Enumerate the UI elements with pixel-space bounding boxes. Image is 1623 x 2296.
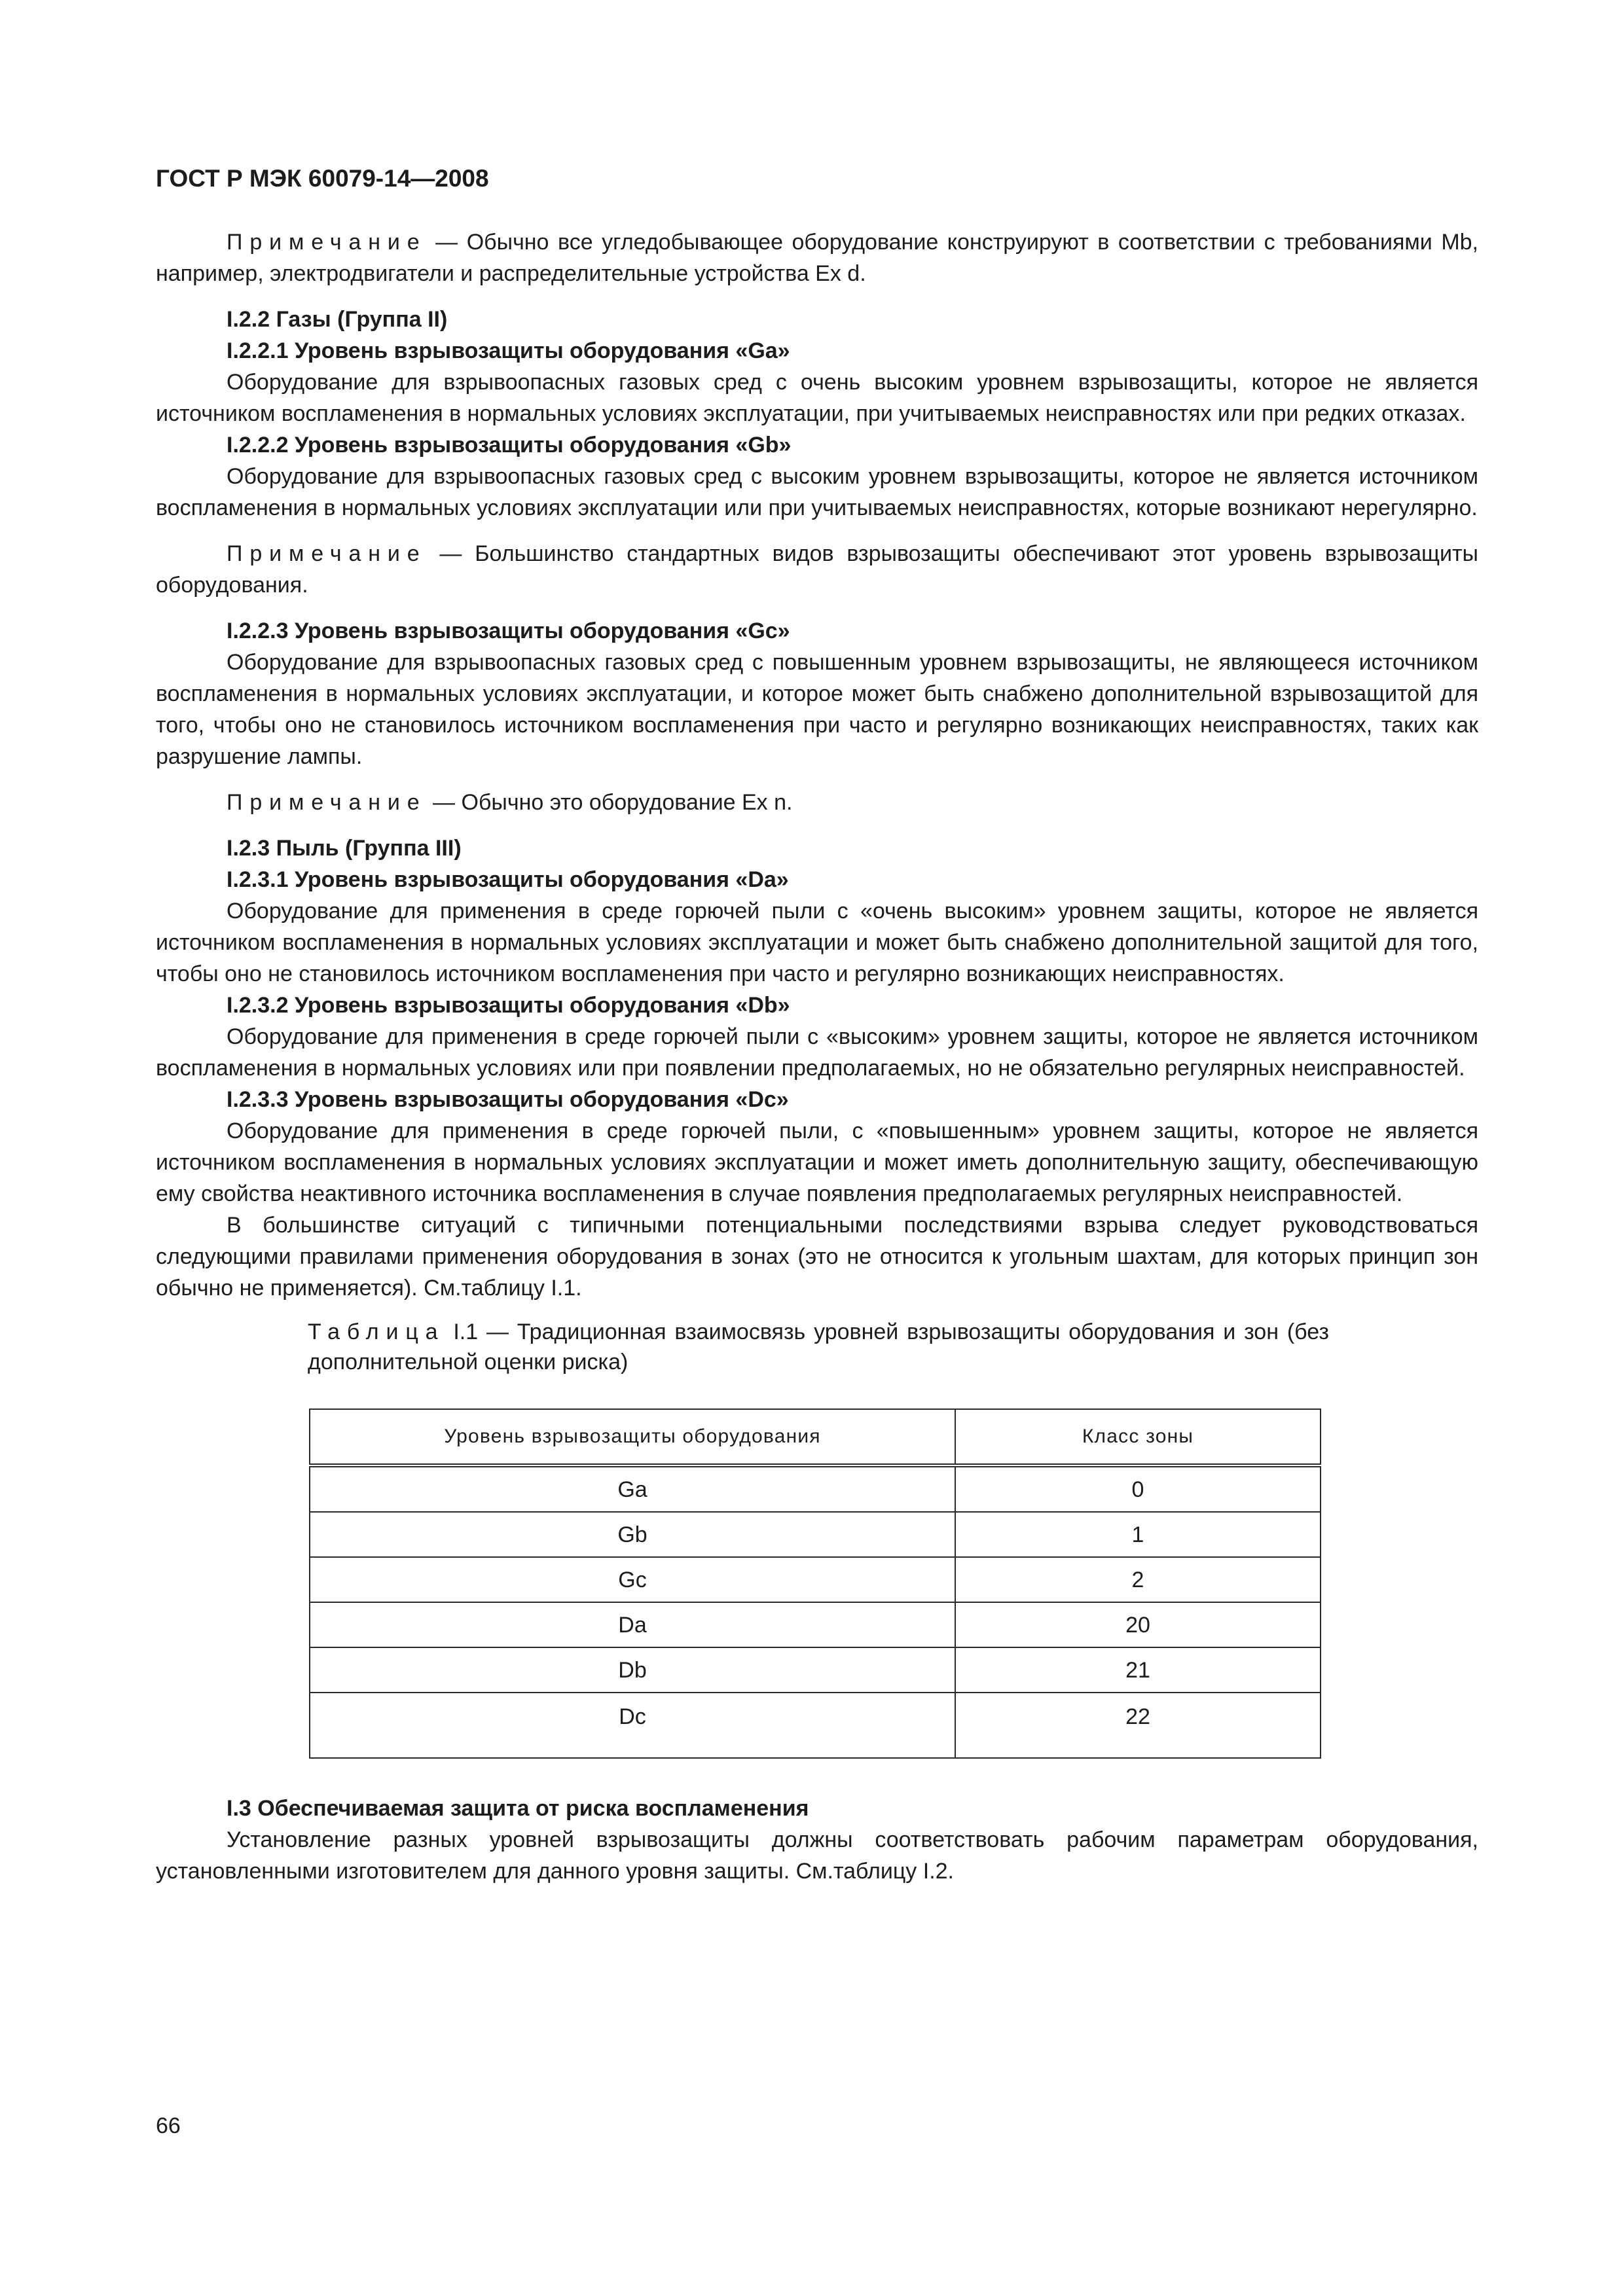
note-coal-equipment (156, 226, 1478, 289)
section-heading-gases: I.2.2 Газы (Группа II) (227, 307, 448, 332)
section-heading-da: I.2.3.1 Уровень взрывозащиты оборудования «Da» (227, 867, 789, 892)
cell-zone-class: 21 (955, 1647, 1321, 1693)
paragraph-gb: Оборудование для взрывоопасных газовых сред с высоким уровнем взрывозащиты, которое не является источником воспламенения в нормальных условиях эксплуатации или при учитываемых неисправностях, которые возникают нерегулярно. (156, 464, 1478, 520)
section-heading-ignition-protection: I.3 Обеспечиваемая защита от риска воспламенения (227, 1796, 809, 1821)
section-heading-dc: I.2.3.3 Уровень взрывозащиты оборудования «Dc» (227, 1087, 789, 1112)
page-number: 66 (156, 2113, 181, 2138)
paragraph-da: Оборудование для применения в среде горючей пыли с «очень высоким» уровнем защиты, которое не является источником воспламенения в нормальных условиях эксплуатации и может быть снабжено дополнительной защитой для того, чтобы оно не становилось источником воспламенения при часто и регулярно возникающих неисправностях. (156, 899, 1478, 986)
paragraph-general-rules: В большинстве ситуаций с типичными потенциальными последствиями взрыва следует руководствоваться следующими правилами применения оборудования в зонах (это не относится к угольным шахтам, для которых принцип зон обычно не применяется). См.таблицу I.1. (156, 1213, 1478, 1300)
cell-protection-level: Da (310, 1602, 955, 1647)
note-text: — Большинство стандартных видов взрывозащиты обеспечивают этот уровень взрывозащиты оборудования. (156, 541, 1478, 598)
table-row (310, 1557, 1321, 1602)
document-header: ГОСТ Р МЭК 60079-14—2008 (156, 165, 489, 192)
note-ex-n (156, 787, 1478, 818)
cell-protection-level: Dc (310, 1693, 955, 1758)
section-heading-dust: I.2.3 Пыль (Группа III) (227, 836, 462, 861)
document-page (156, 162, 1478, 1887)
table-row (310, 1602, 1321, 1647)
equipment-zone-table (309, 1408, 1321, 1759)
section-heading-gb: I.2.2.2 Уровень взрывозащиты оборудования «Gb» (227, 433, 792, 457)
table-row (310, 1465, 1321, 1512)
table-caption (308, 1317, 1329, 1377)
note-text: — Обычно это оборудование Ex n. (426, 790, 793, 815)
note-label: Примечание (227, 230, 427, 255)
paragraph-dc: Оборудование для применения в среде горючей пыли, с «повышенным» уровнем защиты, которое не является источником воспламенения в нормальных условиях эксплуатации и может иметь дополнительную защиту, обеспечивающую ему свойства неактивного источника воспламенения в случае появления предполагаемых регулярных неисправностей. (156, 1119, 1478, 1206)
paragraph-ga: Оборудование для взрывоопасных газовых сред с очень высоким уровнем взрывозащиты, которое не является источником воспламенения в нормальных условиях эксплуатации, при учитываемых неисправностях или при редких отказах. (156, 370, 1478, 426)
section-heading-db: I.2.3.2 Уровень взрывозащиты оборудования «Db» (227, 993, 790, 1018)
cell-zone-class: 1 (955, 1512, 1321, 1557)
table-header-row (310, 1409, 1321, 1465)
table-row (310, 1693, 1321, 1758)
cell-zone-class: 2 (955, 1557, 1321, 1602)
table-row (310, 1512, 1321, 1557)
cell-zone-class: 0 (955, 1465, 1321, 1512)
cell-zone-class: 20 (955, 1602, 1321, 1647)
paragraph-gc: Оборудование для взрывоопасных газовых сред с повышенным уровнем взрывозащиты, не являющееся источником воспламенения в нормальных условиях эксплуатации, и которое может быть снабжено дополнительной взрывозащитой для того, чтобы оно не становилось источником воспламенения при часто и регулярно возникающих неисправностях, таких как разрушение лампы. (156, 650, 1478, 769)
section-heading-ga: I.2.2.1 Уровень взрывозащиты оборудования «Ga» (227, 338, 790, 363)
cell-zone-class: 22 (955, 1693, 1321, 1758)
table-caption-label: Таблица (308, 1319, 445, 1344)
cell-protection-level: Gb (310, 1512, 955, 1557)
note-text: — Обычно все угледобывающее оборудование конструируют в соответствии с требованиями Mb, например, электродвигатели и распределительные устройства Ex d. (156, 230, 1478, 286)
table-row (310, 1647, 1321, 1693)
paragraph-db: Оборудование для применения в среде горючей пыли с «высоким» уровнем защиты, которое не является источником воспламенения в нормальных условиях или при появлении предполагаемых, но не обязательно регулярных неисправностей. (156, 1024, 1478, 1081)
column-header-zone-class: Класс зоны (955, 1409, 1321, 1465)
cell-protection-level: Gc (310, 1557, 955, 1602)
paragraph-ignition-protection: Установление разных уровней взрывозащиты должны соответствовать рабочим параметрам оборудования, установленными изготовителем для данного уровня защиты. См.таблицу I.2. (156, 1827, 1478, 1884)
cell-protection-level: Db (310, 1647, 955, 1693)
table-caption-text: I.1 — Традиционная взаимосвязь уровней взрывозащиты оборудования и зон (без дополнительной оценки риска) (308, 1319, 1329, 1374)
column-header-protection-level: Уровень взрывозащиты оборудования (310, 1409, 955, 1465)
note-standard-types (156, 538, 1478, 601)
note-label: Примечание (227, 790, 427, 815)
cell-protection-level: Ga (310, 1465, 955, 1512)
section-heading-gc: I.2.2.3 Уровень взрывозащиты оборудования «Gc» (227, 619, 790, 643)
note-label: Примечание (227, 541, 427, 566)
